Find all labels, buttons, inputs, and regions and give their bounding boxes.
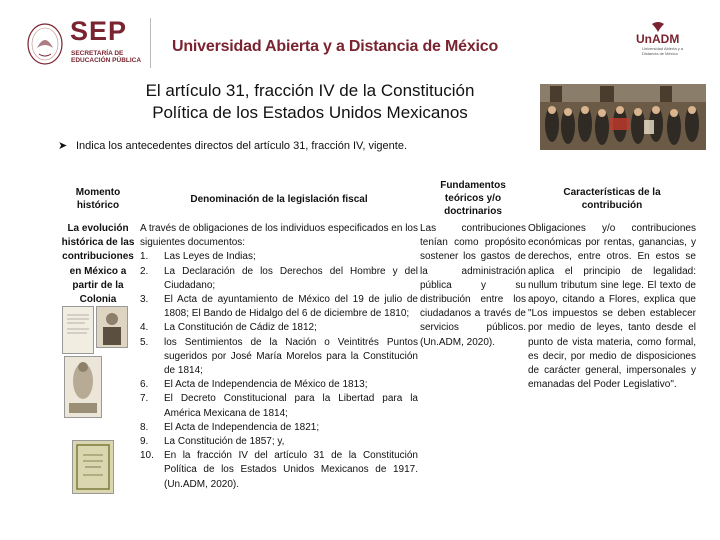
header-characteristics: Características de la contribución (563, 187, 661, 211)
historical-document-image (62, 306, 94, 354)
header-legislation: Denominación de la legislación fiscal (190, 194, 368, 205)
legislation-item-text: El Acta de ayuntamiento de México del 19 de julio de 1808; El Bando de Hidalgo del 6 de diciembre de 1810; (164, 294, 418, 320)
page-title (80, 80, 540, 124)
legislation-item-number: 6. (140, 379, 149, 391)
mexican-eagle-seal-icon (26, 22, 64, 66)
historical-painting-image (540, 84, 706, 150)
header-divider (150, 18, 151, 68)
legislation-cell (140, 222, 418, 492)
arrow-bullet-icon: ➤ (58, 140, 68, 152)
legislation-item (140, 265, 418, 293)
legislation-item (140, 250, 418, 264)
legislation-item (140, 421, 418, 435)
legislation-intro: A través de obligaciones de los individuos especificados en los siguientes documentos: (140, 223, 418, 249)
legislation-item-number: 9. (140, 436, 149, 448)
legislation-item-text: La Declaración de los Derechos del Hombre y del Ciudadano; (164, 265, 418, 291)
allegory-engraving-image (64, 356, 102, 418)
legislation-item-text: La Constitución de 1857; y, (164, 436, 285, 448)
legislation-item-text: En la fracción IV del artículo 31 de la Constitución Política de los Estados Unidos Mexicanos de 1917. (Un.ADM, 2020). (164, 450, 418, 490)
page-title-line-2: Política de los Estados Unidos Mexicanos (152, 103, 468, 122)
instruction-text: Indica los antecedentes directos del artículo 31, fracción IV, vigente. (76, 140, 408, 152)
legislation-item-number: 3. (140, 294, 149, 306)
foundations-cell: Las contribuciones tenían como propósito sostener los gastos de la administración pública y su distribución entre los ciudadanos a través de servicios públicos. (Un.ADM, 2020). (420, 223, 526, 348)
page-title-line-1: El artículo 31, fracción IV de la Constitución (145, 81, 475, 100)
legislation-item-text: El Acta de Independencia de 1821; (164, 421, 320, 433)
legislation-item-number: 10. (140, 450, 154, 462)
legislation-item-number: 1. (140, 251, 149, 263)
legislation-item-number: 7. (140, 393, 149, 405)
characteristics-cell: Obligaciones y/o contribuciones económicas por rentas, ganancias, y derechos, entre otros. En estos se aplica el principio de legalidad: nullum tributum sine lege. El texto de apoyo, citando a Flores, explica que "Los impuestos se deben establecer por medio de leyes, tanto desde el punto de vista materia, como formal, es decir, por medio de disposiciones de carácter general, impersonales y emanadas del Poder Legislativo". (528, 223, 696, 391)
legislation-item (140, 321, 418, 335)
legislation-item-text: El Acta de Independencia de México de 1813; (164, 379, 368, 391)
historical-portrait-image (96, 306, 128, 348)
legislation-item-number: 8. (140, 421, 149, 433)
header-foundations: Fundamentos teóricos y/o doctrinarios (440, 180, 506, 217)
legislation-item (140, 336, 418, 379)
legislation-item (140, 435, 418, 449)
sep-logo-text: SEP (70, 16, 128, 46)
legislation-item (140, 378, 418, 392)
legislation-item-text: La Constitución de Cádiz de 1812; (164, 322, 317, 334)
sep-subtitle: SECRETARÍA DE EDUCACIÓN PÚBLICA (71, 50, 142, 64)
header-moment: Momento histórico (75, 187, 121, 211)
legislation-list (140, 250, 418, 491)
unadm-logo-text: UnADM (636, 32, 680, 46)
legislation-item (140, 392, 418, 420)
legislation-item-number: 4. (140, 322, 149, 334)
legislation-item-text: El Decreto Constitucional para la Libertad para la América Mexicana de 1814; (164, 393, 418, 419)
moment-cell: La evolución histórica de las contribuciones en México a partir de la Colonia (61, 223, 135, 306)
header (0, 0, 720, 75)
university-name: Universidad Abierta y a Distancia de México (172, 38, 499, 55)
instruction-bullet (58, 139, 407, 152)
legislation-item-text: los Sentimientos de la Nación o Veintitrés Puntos sugeridos por José María Morelos para la Constitución de 1814; (164, 336, 418, 377)
legislation-item (140, 293, 418, 321)
legislation-item-number: 2. (140, 265, 149, 277)
legislation-item-number: 5. (140, 336, 149, 348)
legislation-item (140, 449, 418, 492)
legislation-item-text: Las Leyes de Indias; (164, 251, 256, 263)
unadm-subtitle: Universidad Abierta y a Distancia de México (642, 46, 684, 56)
constitution-cover-image (72, 440, 114, 494)
